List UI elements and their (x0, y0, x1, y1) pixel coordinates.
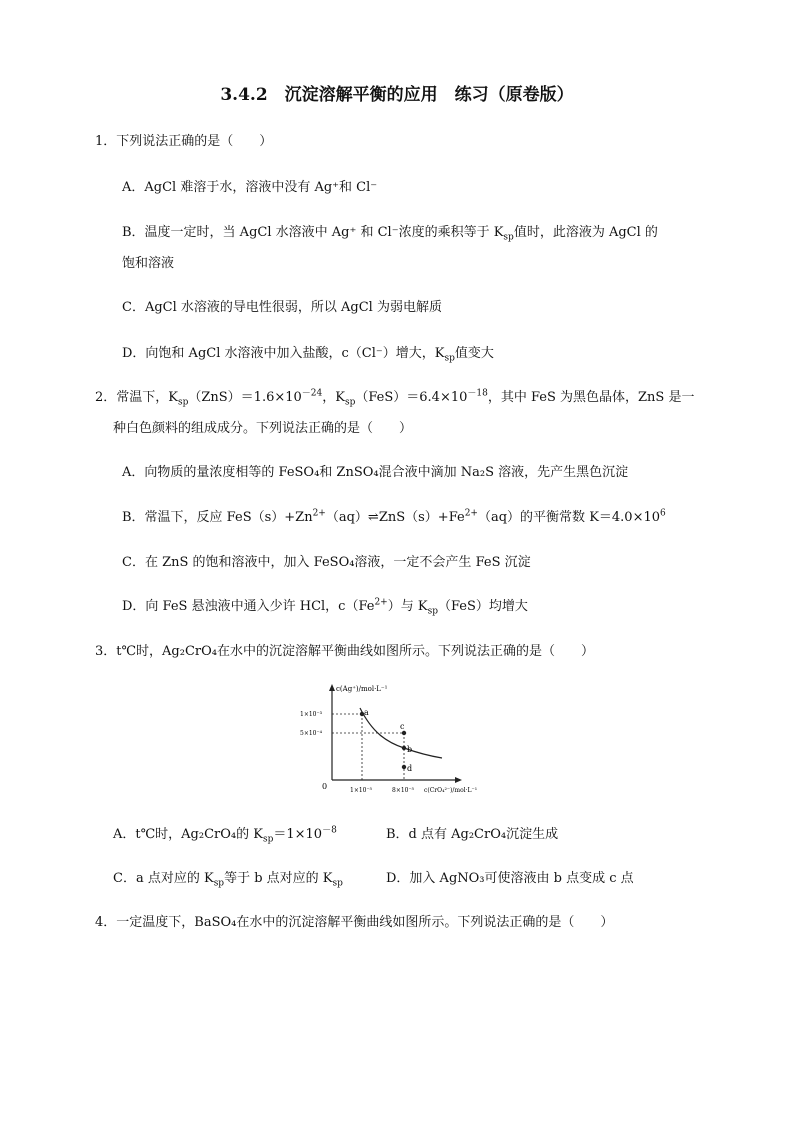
q2-stem-cont: 种白色颜料的组成成分。下列说法正确的是（ ） (113, 421, 413, 436)
q2-stem: 2．常温下，$K_{sp}(ZnS)=1.6\times 10^{-24}$，$K_{sp}(FeS)=6.4\times 10^{-18}$，其中 FeS 为黑色晶体，ZnS 是一 (95, 388, 695, 408)
q1-option-d: D．向饱和 AgCl 水溶液中加入盐酸，c（Cl⁻）增大，$K_{sp}$值变大 (122, 346, 494, 364)
point-d-label: d (407, 764, 413, 773)
point-a-label: a (364, 708, 369, 717)
q3-solubility-figure (300, 680, 530, 800)
q1-option-a: A．AgCl 难溶于水，溶液中没有 Ag⁺和 Cl⁻ (122, 180, 378, 195)
q1-option-b-cont: 饱和溶液 (122, 256, 175, 271)
q3-stem: 3．t℃时，Ag₂CrO₄在水中的沉淀溶解平衡曲线如图所示。下列说法正确的是（ ） (95, 644, 594, 659)
q1-stem: 1．下列说法正确的是（ ） (95, 134, 273, 149)
q3-option-a: A．t℃时，Ag₂CrO₄的 $K_{sp}=1\times 10^{-8}$ (113, 825, 337, 845)
y-tick-2: 5×10⁻⁴ (300, 730, 323, 737)
y-tick-1: 1×10⁻³ (300, 711, 323, 718)
x-axis-arrow (455, 777, 462, 783)
q1-option-c: C．AgCl 水溶液的导电性很弱，所以 AgCl 为弱电解质 (122, 300, 442, 315)
x-tick-1: 1×10⁻⁵ (350, 787, 373, 794)
q2-option-d: D．向 FeS 悬浊液中通入少许 HCl，$c(Fe^{2+})$与 $K_{sp}(FeS)$均增大 (122, 597, 528, 617)
q2-option-a: A．向物质的量浓度相等的 FeSO₄和 ZnSO₄混合液中滴加 Na₂S 溶液，先产生黑色沉淀 (122, 465, 629, 480)
q3-option-d: D．加入 AgNO₃可使溶液由 b 点变成 c 点 (386, 871, 634, 886)
point-b-marker (402, 746, 406, 750)
point-c-marker (402, 731, 406, 735)
q2-option-b: B．常温下，反应 $FeS(s)+Zn^{2+}(aq)\rightleftharpoons ZnS(s)+Fe^{2+}(aq)$的平衡常数 $K=4.0\times 10^6$ (122, 508, 666, 525)
x-tick-2: 8×10⁻⁵ (392, 787, 415, 794)
q1-option-b: B．温度一定时，当 AgCl 水溶液中 Ag⁺ 和 Cl⁻浓度的乘积等于 $K_{sp}$值时，此溶液为 AgCl 的 (122, 225, 658, 243)
origin-label: 0 (322, 782, 328, 791)
x-axis-label: c(CrO₄²⁻)/mol·L⁻¹ (424, 787, 478, 794)
y-axis-label: c(Ag⁺)/mol·L⁻¹ (336, 685, 388, 693)
q3-option-b: B．d 点有 Ag₂CrO₄沉淀生成 (386, 827, 559, 842)
q2-option-c: C．在 ZnS 的饱和溶液中，加入 FeSO₄溶液，一定不会产生 FeS 沉淀 (122, 555, 531, 570)
q4-stem: 4．一定温度下，BaSO₄在水中的沉淀溶解平衡曲线如图所示。下列说法正确的是（ ） (95, 915, 614, 930)
page-title: 3.4.2 沉淀溶解平衡的应用 练习（原卷版） (220, 85, 574, 105)
point-b-label: b (407, 745, 413, 754)
q3-option-c: C．a 点对应的 $K_{sp}$等于 b 点对应的 $K_{sp}$ (113, 871, 343, 889)
point-c-label: c (400, 722, 405, 731)
y-axis-arrow (329, 684, 335, 691)
point-d-marker (402, 765, 406, 769)
